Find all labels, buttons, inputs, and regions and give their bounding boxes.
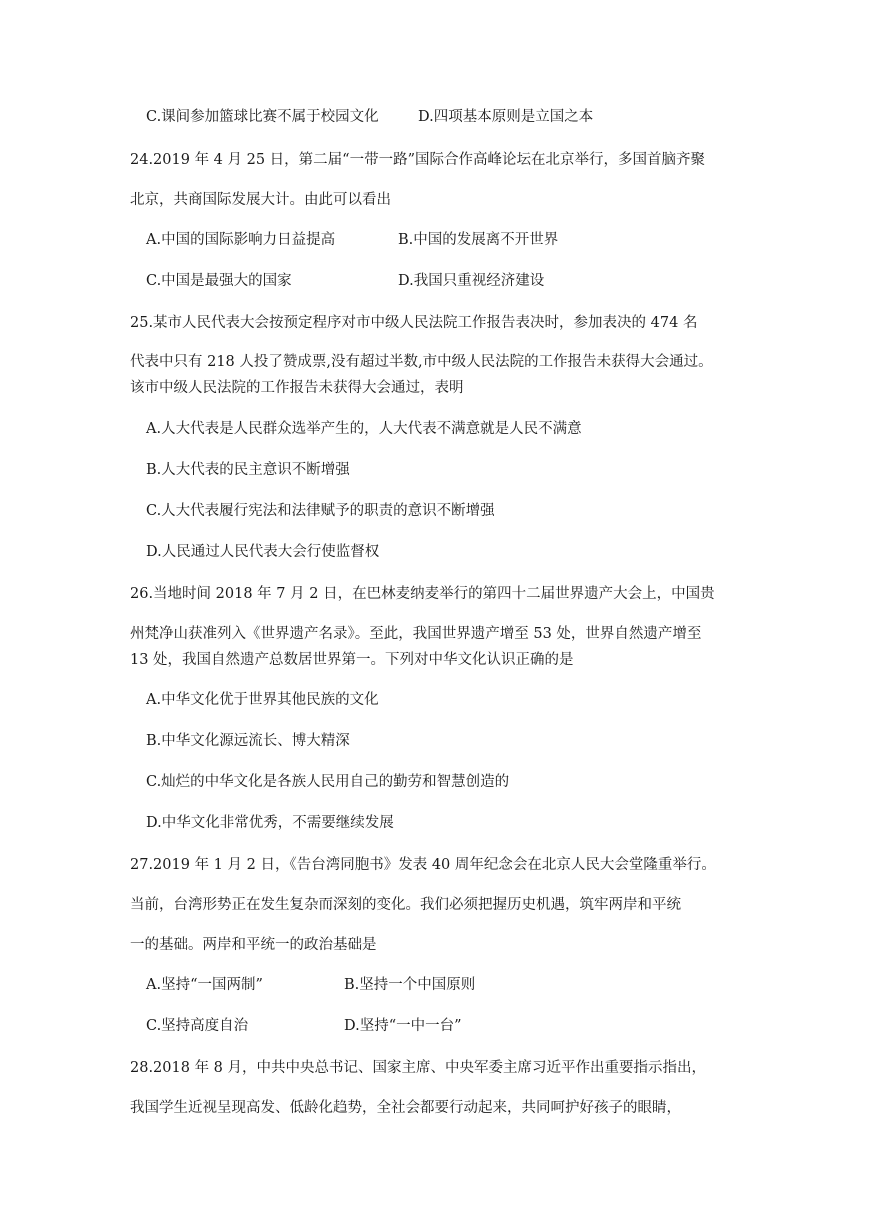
- q26-stem-line-2: 州梵净山获准列入《世界遗产名录》。至此，我国世界遗产增至 53 处，世界自然遗产增至: [130, 626, 702, 642]
- q26-option-d: D.中华文化非常优秀，不需要继续发展: [146, 815, 394, 831]
- q26-stem-line-3: 13 处，我国自然遗产总数居世界第一。下列对中华文化认识正确的是: [130, 652, 574, 668]
- q25-option-c: C.人大代表履行宪法和法律赋予的职责的意识不断增强: [146, 503, 495, 519]
- q27-stem-line-3: 一的基础。两岸和平统一的政治基础是: [130, 937, 377, 953]
- q25-option-b: B.人大代表的民主意识不断增强: [146, 462, 350, 478]
- q28-stem-line-2: 我国学生近视呈现高发、低龄化趋势，全社会都要行动起来，共同呵护好孩子的眼睛，: [130, 1100, 681, 1116]
- q27-option-d: D.坚持“一中一台”: [344, 1018, 462, 1034]
- q27-option-c: C.坚持高度自治: [146, 1018, 249, 1034]
- q24-option-b: B.中国的发展离不开世界: [398, 232, 559, 248]
- q27-stem-line-1: 27.2019 年 1 月 2 日，《告台湾同胞书》发表 40 周年纪念会在北京人民大会堂隆重举行。: [130, 857, 716, 873]
- q25-option-a: A.人大代表是人民群众选举产生的，人大代表不满意就是人民不满意: [146, 421, 582, 437]
- q28-stem-line-1: 28.2018 年 8 月，中共中央总书记、国家主席、中央军委主席习近平作出重要指示指出，: [130, 1060, 707, 1076]
- q24-option-a: A.中国的国际影响力日益提高: [146, 232, 336, 248]
- q25-stem-line-1: 25.某市人民代表大会按预定程序对市中级人民法院工作报告表决时，参加表决的 474 名: [130, 315, 698, 331]
- q27-stem-line-2: 当前，台湾形势正在发生复杂而深刻的变化。我们必须把握历史机遇，筑牢两岸和平统: [130, 897, 681, 913]
- q26-option-b: B.中华文化源远流长、博大精深: [146, 733, 350, 749]
- q23-option-c: C.课间参加篮球比赛不属于校园文化: [146, 109, 379, 125]
- q25-stem-line-3: 该市中级人民法院的工作报告未获得大会通过，表明: [130, 380, 464, 396]
- q27-option-a: A.坚持“一国两制”: [146, 977, 263, 993]
- q25-option-d: D.人民通过人民代表大会行使监督权: [146, 544, 380, 560]
- q24-stem-line-1: 24.2019 年 4 月 25 日，第二届“一带一路”国际合作高峰论坛在北京举行，多国首脑齐聚: [130, 152, 706, 168]
- q24-option-c: C.中国是最强大的国家: [146, 273, 292, 289]
- q26-option-c: C.灿烂的中华文化是各族人民用自己的勤劳和智慧创造的: [146, 774, 510, 790]
- q26-stem-line-1: 26.当地时间 2018 年 7 月 2 日，在巴林麦纳麦举行的第四十二届世界遗产大会上，中国贵: [130, 586, 715, 602]
- q23-option-d: D.四项基本原则是立国之本: [418, 109, 594, 125]
- q25-stem-line-2: 代表中只有 218 人投了赞成票,没有超过半数,市中级人民法院的工作报告未获得大会通过。: [130, 354, 713, 370]
- q26-option-a: A.中华文化优于世界其他民族的文化: [146, 692, 379, 708]
- q24-stem-line-2: 北京，共商国际发展大计。由此可以看出: [130, 192, 391, 208]
- q24-option-d: D.我国只重视经济建设: [398, 273, 545, 289]
- q27-option-b: B.坚持一个中国原则: [344, 977, 476, 993]
